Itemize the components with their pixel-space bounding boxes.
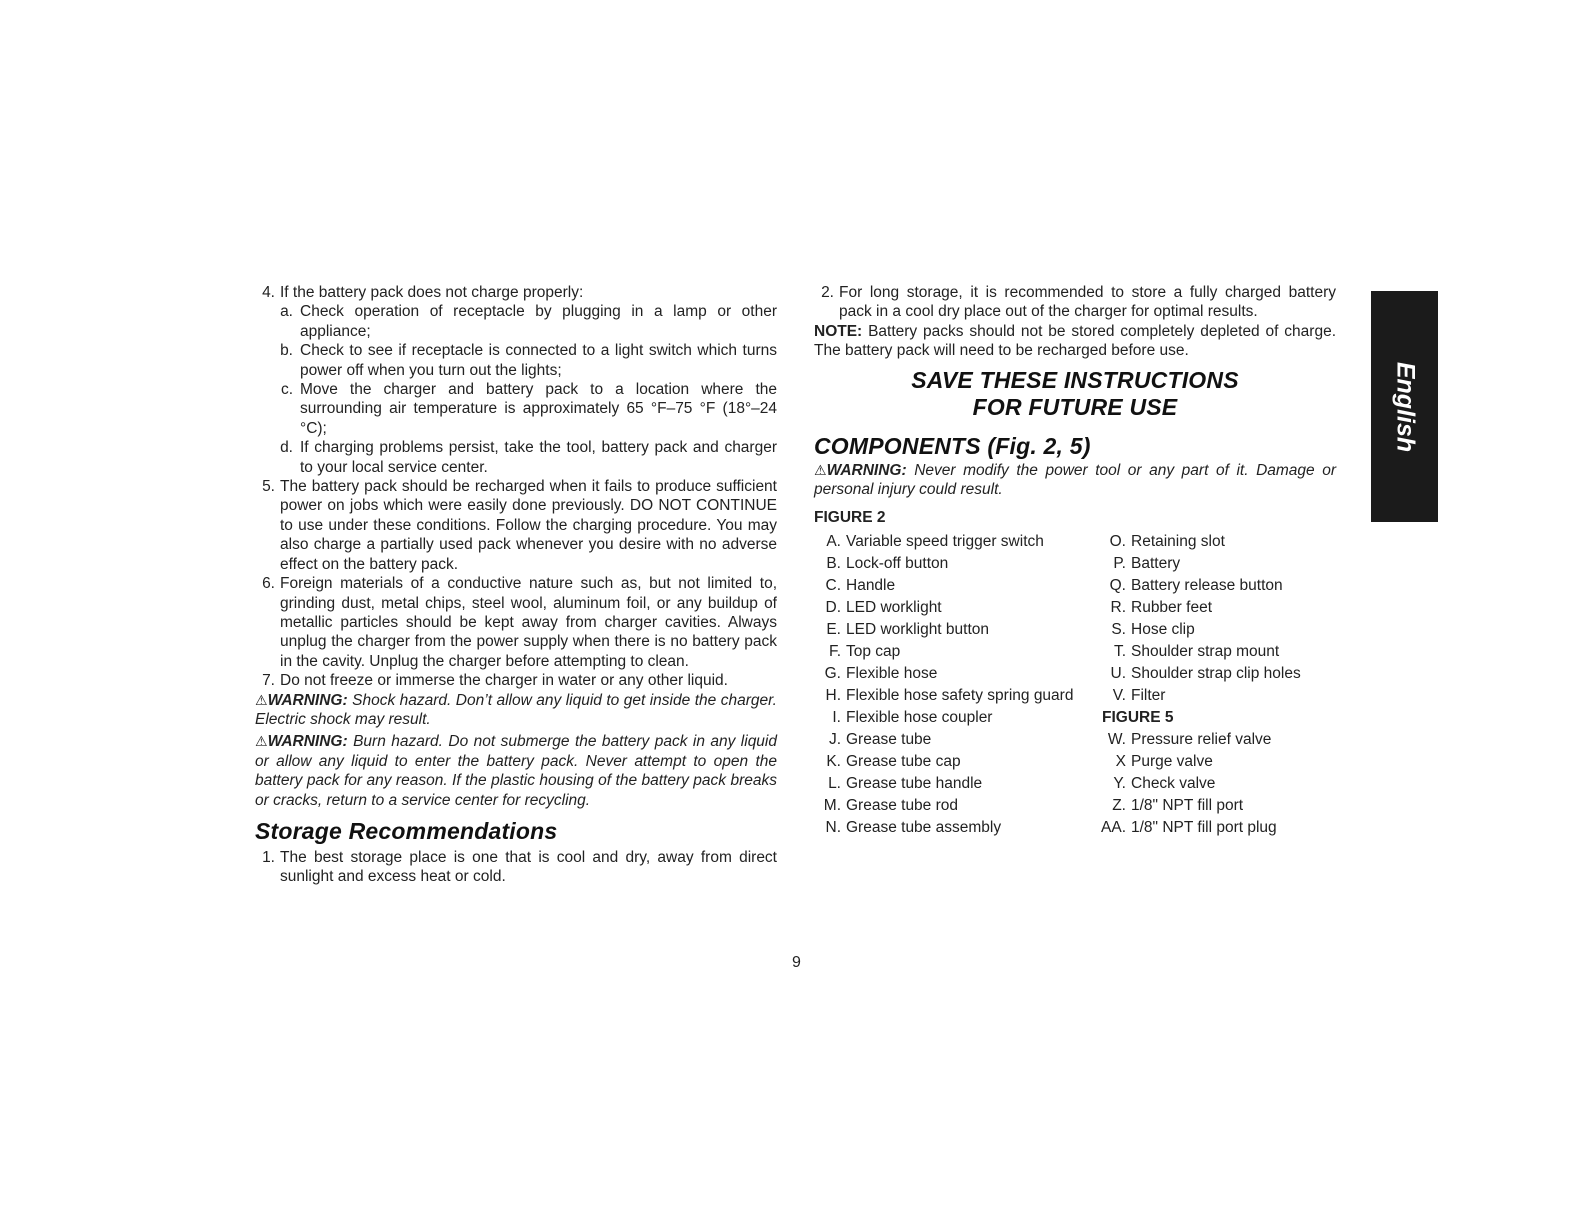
list-number: 1. (262, 848, 275, 866)
component-name: Flexible hose safety spring guard (846, 686, 1074, 704)
component-letter: R. (1110, 598, 1126, 616)
component-name: Grease tube handle (846, 774, 983, 792)
component-name: Purge valve (1131, 752, 1213, 770)
component-item (1092, 773, 1336, 795)
list-text: The battery pack should be recharged when it fails to produce sufficient power on jobs which were easily done previously. DO NOT CONTINUE to use under these conditions. Follow the charging procedure. You may also charge a partially used pack whenever you desire with no adverse effect on the battery pack. (280, 478, 777, 573)
warning-text: Shock hazard. Don’t allow any liquid to get inside the charger. Electric shock may result. (255, 691, 777, 728)
component-name: Rubber feet (1131, 598, 1212, 616)
list-item-5 (255, 477, 777, 574)
component-item (814, 531, 1092, 553)
component-letter: C. (825, 576, 841, 594)
component-letter: A. (826, 532, 841, 550)
component-item (814, 685, 1092, 707)
burn-warning (255, 732, 777, 810)
list-text: If the battery pack does not charge properly: (280, 284, 584, 301)
list-letter: c. (280, 381, 293, 399)
component-name: Grease tube (846, 730, 932, 748)
component-letter: K. (826, 752, 841, 770)
warning-text: Burn hazard. Do not submerge the battery pack in any liquid or allow any liquid to enter the battery pack. Never attempt to open the battery pack for any reason. If the plastic housing of the battery pack breaks or cracks, return to a service center for recycling. (255, 733, 777, 809)
list-item-6 (255, 574, 777, 671)
right-column (814, 283, 1336, 839)
components-column-1 (814, 531, 1092, 839)
save-line-1: SAVE THESE INSTRUCTIONS (911, 366, 1239, 393)
component-item (814, 817, 1092, 839)
list-item-7 (255, 671, 777, 690)
shock-warning (255, 691, 777, 730)
component-name: Pressure relief valve (1131, 730, 1272, 748)
list-text: Move the charger and battery pack to a location where the surrounding air temperature is approximately 65 °F–75 °F (18°–24 °C); (300, 381, 777, 437)
component-item (814, 795, 1092, 817)
warning-triangle-icon: ⚠ (814, 461, 827, 478)
left-column (255, 283, 777, 887)
component-item (1092, 729, 1336, 751)
component-item (814, 597, 1092, 619)
component-item (1092, 619, 1336, 641)
component-name: LED worklight button (846, 620, 990, 638)
component-letter: E. (826, 620, 841, 638)
component-name: Shoulder strap clip holes (1131, 664, 1301, 682)
component-name: Grease tube rod (846, 796, 959, 814)
component-item (814, 751, 1092, 773)
storage-heading: Storage Recommendations (255, 817, 558, 844)
components-list (814, 531, 1336, 839)
component-name: Flexible hose coupler (846, 708, 993, 726)
language-tab (1371, 291, 1438, 522)
list-number: 2. (821, 284, 834, 301)
storage-item-1 (255, 848, 777, 887)
component-letter: D. (825, 598, 841, 616)
warning-label: WARNING: (267, 691, 348, 709)
components-warning (814, 461, 1336, 500)
list-text: Foreign materials of a conductive nature such as, but not limited to, grinding dust, metal chips, steel wool, aluminum foil, or any buildup of metallic particles should be kept away from charger cavities. Always unplug the charger from the power supply when there is no battery pack in the cavity. Unplug the charger before attempting to clean. (280, 575, 777, 670)
language-label: English (1391, 361, 1419, 452)
component-letter: U. (1110, 664, 1126, 682)
component-item (1092, 575, 1336, 597)
components-group-figure-5 (1092, 729, 1336, 839)
component-letter: G. (824, 664, 841, 682)
warning-triangle-icon: ⚠ (255, 691, 268, 708)
component-name: Battery release button (1131, 576, 1283, 594)
sub-item-b (255, 341, 777, 380)
list-item-4 (255, 283, 777, 302)
component-name: Grease tube cap (846, 752, 961, 770)
component-letter: B. (826, 554, 841, 572)
component-letter: H. (825, 686, 841, 704)
component-letter: V. (1112, 686, 1126, 704)
list-text: Check operation of receptacle by plugging in a lamp or other appliance; (300, 303, 777, 340)
note-text: Battery packs should not be stored completely depleted of charge. The battery pack will need to be recharged before use. (814, 322, 1336, 360)
component-item (1092, 795, 1336, 817)
component-item (1092, 751, 1336, 773)
list-text: The best storage place is one that is cool and dry, away from direct sunlight and excess heat or cold. (280, 848, 777, 886)
component-letter: M. (823, 796, 841, 814)
warning-triangle-icon: ⚠ (255, 733, 268, 750)
component-name: Grease tube assembly (846, 818, 1002, 836)
component-letter: W. (1107, 730, 1126, 748)
component-item (814, 619, 1092, 641)
component-item (1092, 685, 1336, 707)
component-name: 1/8" NPT fill port plug (1131, 818, 1277, 836)
list-text: If charging problems persist, take the tool, battery pack and charger to your local service center. (300, 439, 777, 476)
list-text: Do not freeze or immerse the charger in water or any other liquid. (280, 672, 728, 690)
component-letter: AA. (1101, 818, 1126, 836)
component-letter: Y. (1113, 774, 1126, 792)
component-letter: N. (825, 818, 841, 836)
list-number: 5. (262, 478, 275, 496)
component-name: LED worklight (846, 598, 942, 616)
component-item (1092, 553, 1336, 575)
component-item (814, 707, 1092, 729)
component-name: Top cap (846, 642, 901, 660)
components-column-2 (1092, 531, 1336, 839)
warning-label: WARNING: (267, 733, 348, 751)
warning-text: Never modify the power tool or any part of it. Damage or personal injury could result. (814, 461, 1336, 499)
note-label: NOTE: (814, 322, 863, 340)
component-letter: J. (828, 730, 841, 748)
components-group-figure-2 (1092, 531, 1336, 707)
component-item (814, 575, 1092, 597)
storage-item-2 (814, 283, 1336, 322)
component-name: Lock-off button (846, 554, 949, 572)
component-letter: T. (1113, 642, 1126, 660)
note-paragraph (814, 322, 1336, 361)
component-name: Shoulder strap mount (1131, 642, 1280, 660)
component-letter: I. (832, 708, 841, 726)
figure-2-label: FIGURE 2 (814, 509, 886, 527)
sub-item-c (255, 380, 777, 438)
list-text: Check to see if receptacle is connected to a light switch which turns power off when you turn out the lights; (300, 342, 777, 379)
component-name: 1/8" NPT fill port (1131, 796, 1244, 814)
save-line-2: FOR FUTURE USE (972, 393, 1178, 420)
component-name: Handle (846, 576, 896, 594)
sub-item-d (255, 438, 777, 477)
page-number: 9 (792, 954, 801, 971)
component-item (814, 641, 1092, 663)
warning-label: WARNING: (826, 461, 907, 479)
component-item (814, 773, 1092, 795)
component-letter: F. (828, 642, 841, 660)
component-name: Retaining slot (1131, 532, 1225, 550)
component-letter: Z. (1112, 796, 1126, 814)
component-item (814, 553, 1092, 575)
list-text: For long storage, it is recommended to store a fully charged battery pack in a cool dry place out of the charger for optimal results. (839, 284, 1336, 321)
sub-item-a (255, 302, 777, 341)
list-letter: d. (280, 439, 293, 457)
component-item (1092, 663, 1336, 685)
component-name: Flexible hose (846, 664, 938, 682)
list-letter: a. (280, 303, 293, 321)
save-instructions-heading (814, 367, 1336, 421)
list-number: 4. (262, 284, 275, 301)
component-name: Filter (1131, 686, 1166, 704)
component-name: Battery (1131, 554, 1181, 572)
component-item (814, 729, 1092, 751)
component-letter: O. (1109, 532, 1126, 550)
component-item (1092, 597, 1336, 619)
component-letter: P. (1113, 554, 1126, 572)
list-number: 7. (262, 672, 275, 690)
figure-5-label: FIGURE 5 (1102, 708, 1174, 726)
component-item (1092, 641, 1336, 663)
component-item (1092, 531, 1336, 553)
components-heading: COMPONENTS (Fig. 2, 5) (814, 432, 1091, 459)
component-letter: X (1115, 752, 1126, 770)
component-item (1092, 817, 1336, 839)
component-letter: L. (828, 774, 841, 792)
component-name: Hose clip (1131, 620, 1195, 638)
component-name: Check valve (1131, 774, 1216, 792)
component-item (814, 663, 1092, 685)
component-letter: Q. (1109, 576, 1126, 594)
component-name: Variable speed trigger switch (846, 532, 1044, 550)
component-letter: S. (1111, 620, 1126, 638)
list-letter: b. (280, 342, 293, 360)
list-number: 6. (262, 575, 275, 593)
